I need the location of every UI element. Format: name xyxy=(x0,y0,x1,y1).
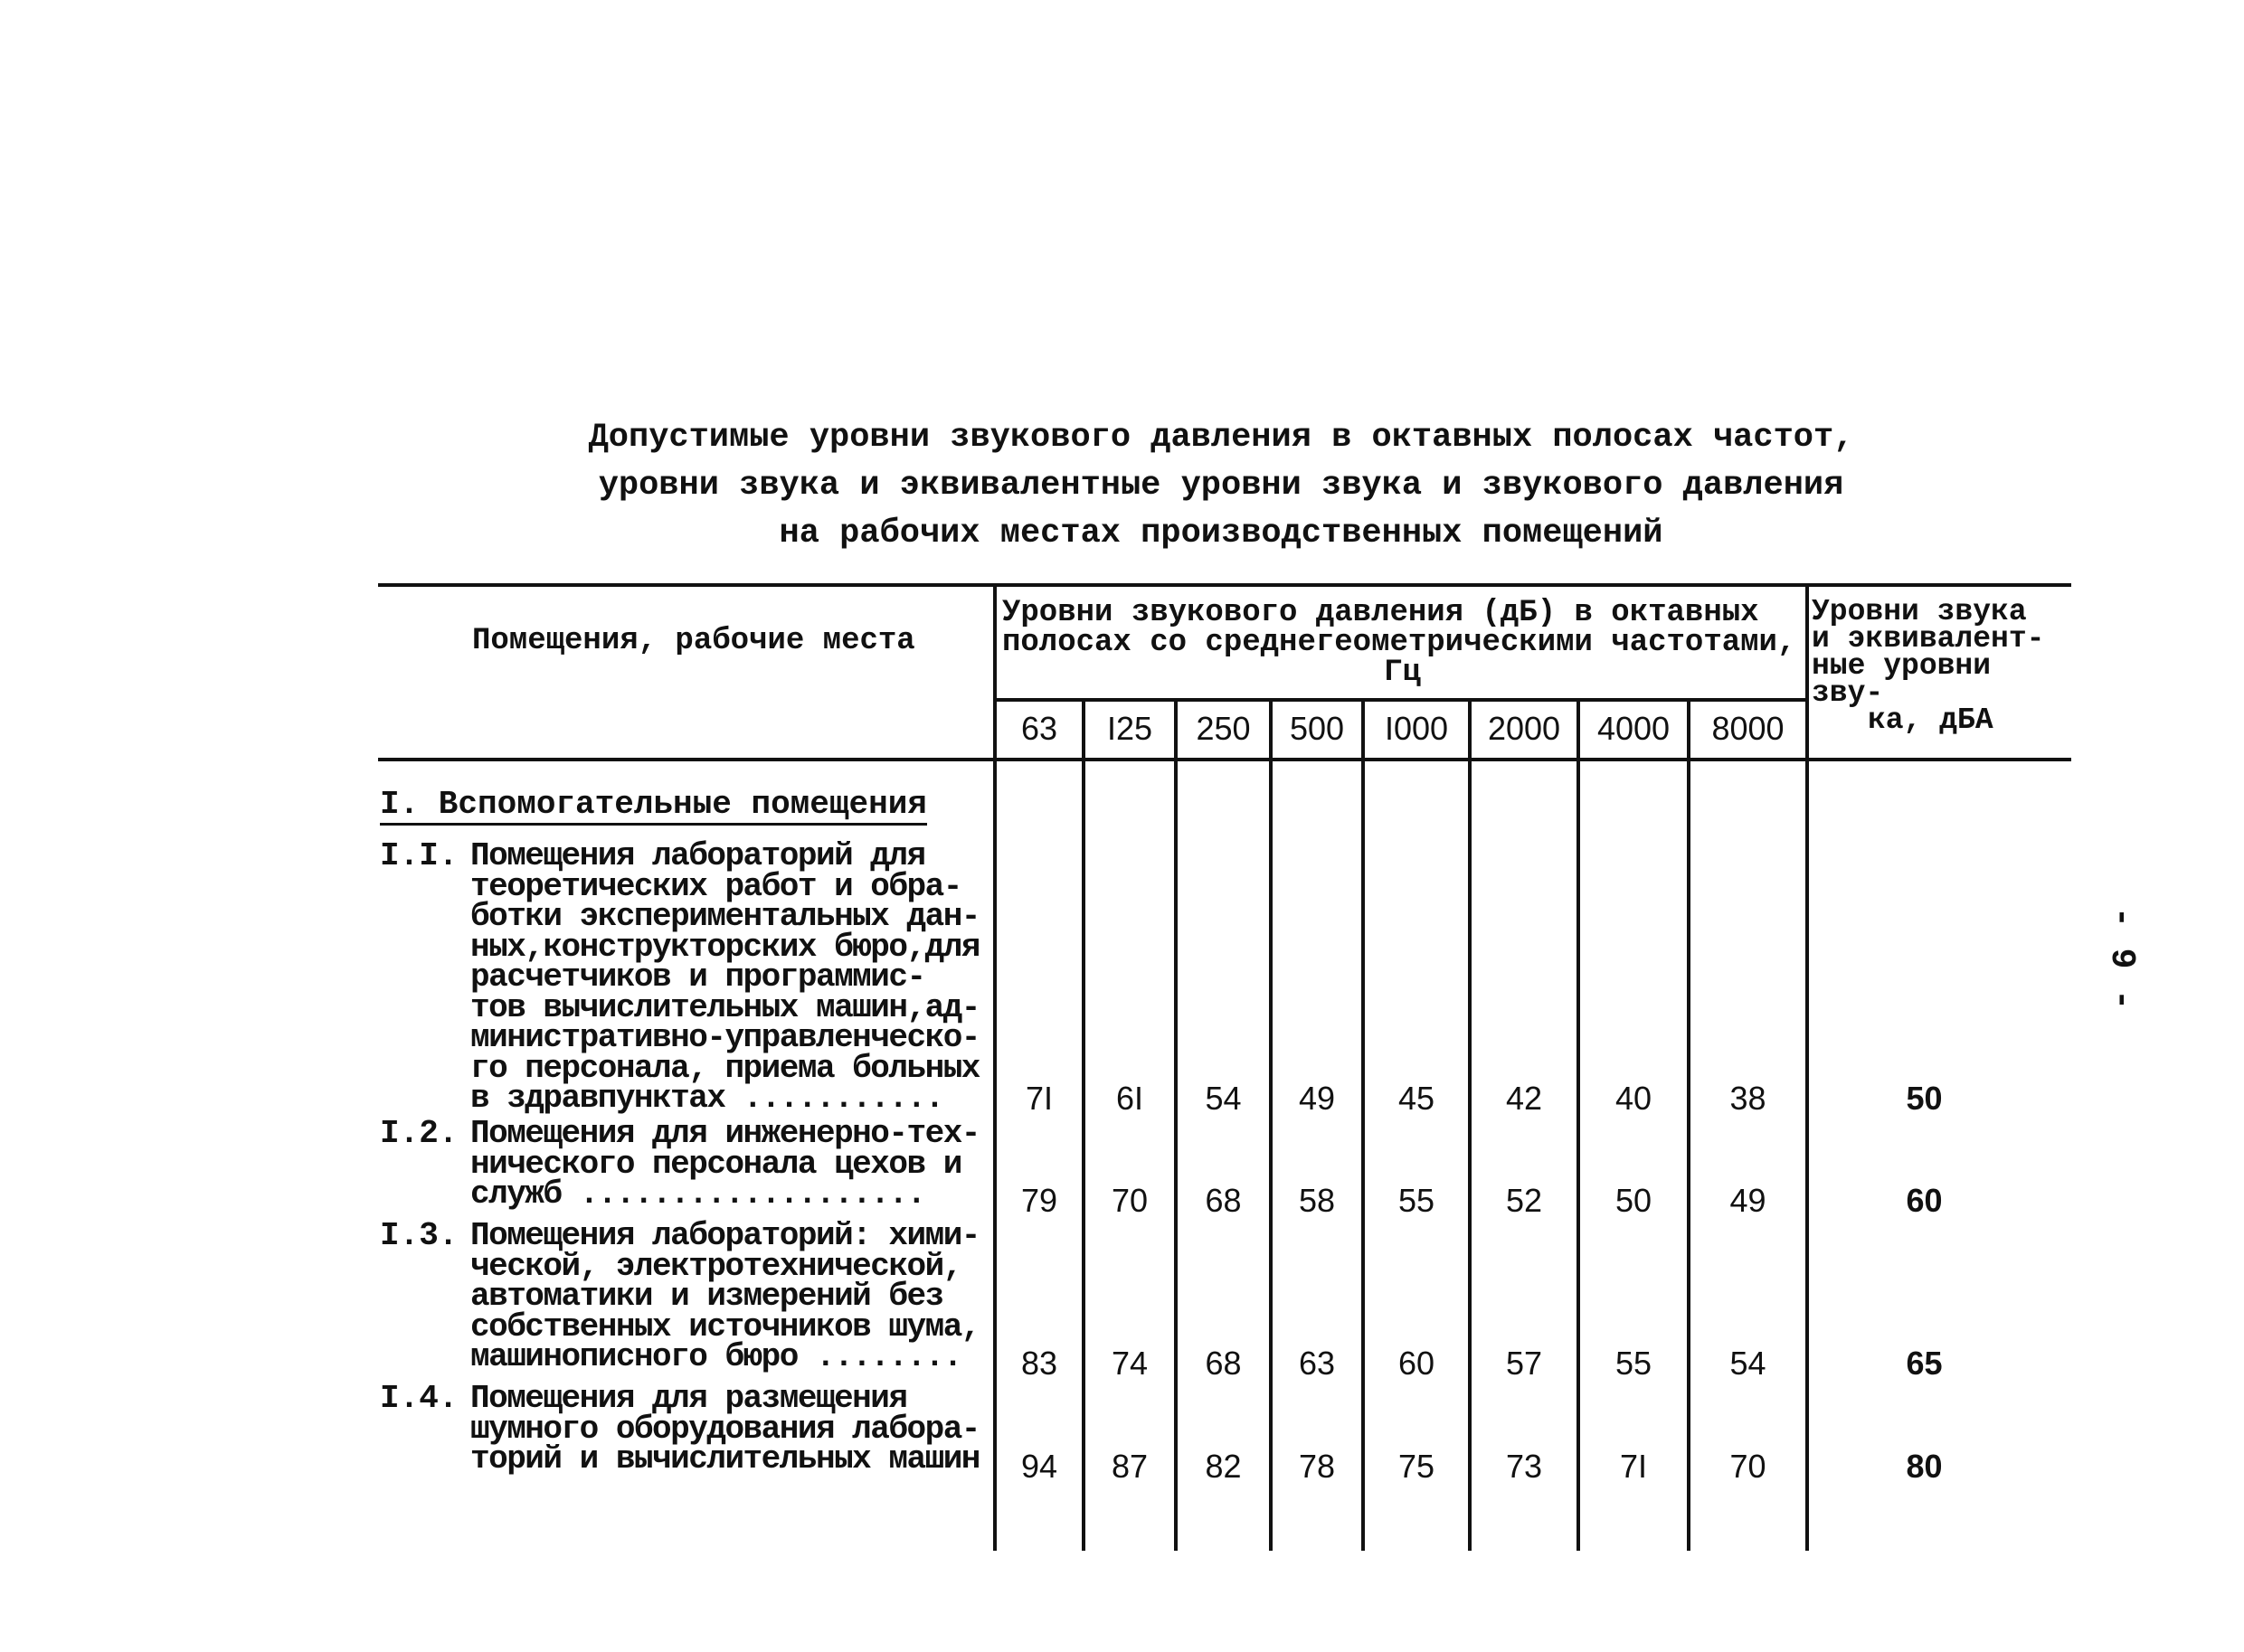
value-125: 87 xyxy=(1111,1448,1149,1485)
title-line-3: на рабочих местах производственных помещений xyxy=(779,514,1663,552)
value-8000: 70 xyxy=(1729,1448,1766,1485)
row-number: I.3. xyxy=(380,1217,459,1254)
value-250: 54 xyxy=(1205,1080,1242,1117)
freq-250: 250 xyxy=(1196,710,1251,747)
page-number: - 9 - xyxy=(2102,906,2141,1011)
table-top-rule xyxy=(378,583,2071,587)
header-sound-pressure xyxy=(1002,596,1803,690)
value-8000: 54 xyxy=(1729,1345,1766,1382)
header-sound-level xyxy=(1812,595,2074,737)
value-1000: 60 xyxy=(1397,1345,1435,1382)
title-line-1: Допустимые уровни звукового давления в октавных полосах частот, xyxy=(588,419,1854,457)
value-63: 7I xyxy=(1025,1080,1054,1117)
value-4000: 50 xyxy=(1614,1182,1652,1219)
row-number: I.2. xyxy=(380,1115,459,1152)
col-divider-3 xyxy=(1174,698,1178,1551)
col-divider-2 xyxy=(1082,698,1085,1551)
header-sound-level-line-4: ка, дБА xyxy=(1868,703,1993,737)
header-rooms: Помещения, рабочие места xyxy=(472,624,915,658)
value-63: 83 xyxy=(1020,1345,1058,1382)
value-125: 74 xyxy=(1111,1345,1149,1382)
col-divider-5 xyxy=(1361,698,1365,1551)
row-description: Помещения для инженерно-тех- нического персонала цехов и служб ................... xyxy=(470,1115,980,1213)
value-500: 58 xyxy=(1298,1182,1336,1219)
header-sound-pressure-line-2: полосах со среднегеометрическими частотами, xyxy=(1002,626,1796,660)
value-2000: 73 xyxy=(1505,1448,1543,1485)
freq-500: 500 xyxy=(1289,710,1345,747)
value-2000: 42 xyxy=(1505,1080,1543,1117)
value-1000: 75 xyxy=(1397,1448,1435,1485)
freq-63: 63 xyxy=(1020,710,1058,747)
col-divider-6 xyxy=(1468,698,1472,1551)
value-500: 49 xyxy=(1298,1080,1336,1117)
value-250: 68 xyxy=(1205,1182,1242,1219)
value-63: 94 xyxy=(1020,1448,1058,1485)
header-sound-pressure-line-1: Уровни звукового давления (дБ) в октавных xyxy=(1002,596,1759,630)
value-dba: 60 xyxy=(1906,1182,1943,1219)
table-title xyxy=(452,414,1990,558)
value-4000: 40 xyxy=(1614,1080,1652,1117)
freq-125: I25 xyxy=(1106,710,1153,747)
row-description: Помещения лабораторий: хими- ческой, электротехнической, автоматики и измерений без собственных источников шума, машинописного бюро ........ xyxy=(470,1217,980,1375)
header-sound-pressure-line-3: Гц xyxy=(1384,656,1421,690)
value-8000: 38 xyxy=(1729,1080,1766,1117)
value-500: 78 xyxy=(1298,1448,1336,1485)
freq-1000: I000 xyxy=(1384,710,1449,747)
col-divider-9 xyxy=(1805,583,1809,1551)
value-250: 68 xyxy=(1205,1345,1242,1382)
header-sound-level-line-1: Уровни звука xyxy=(1812,595,2027,628)
value-dba: 50 xyxy=(1906,1080,1943,1117)
value-1000: 45 xyxy=(1397,1080,1435,1117)
row-number: I.I. xyxy=(380,837,459,874)
value-4000: 55 xyxy=(1614,1345,1652,1382)
col-divider-4 xyxy=(1269,698,1273,1551)
freq-4000: 4000 xyxy=(1596,710,1671,747)
value-dba: 80 xyxy=(1906,1448,1943,1485)
value-2000: 57 xyxy=(1505,1345,1543,1382)
value-500: 63 xyxy=(1298,1345,1336,1382)
value-8000: 49 xyxy=(1729,1182,1766,1219)
title-line-2: уровни звука и эквивалентные уровни звука и звукового давления xyxy=(598,467,1844,505)
header-sound-level-line-3: ные уровни зву- xyxy=(1812,649,1992,710)
header-sound-level-line-2: и эквивалент- xyxy=(1812,622,2045,656)
col-divider-8 xyxy=(1687,698,1690,1551)
value-250: 82 xyxy=(1205,1448,1242,1485)
col-divider-7 xyxy=(1576,698,1580,1551)
value-1000: 55 xyxy=(1397,1182,1435,1219)
row-number: I.4. xyxy=(380,1380,459,1417)
value-63: 79 xyxy=(1020,1182,1058,1219)
freq-8000: 8000 xyxy=(1711,710,1785,747)
freq-2000: 2000 xyxy=(1487,710,1561,747)
value-dba: 65 xyxy=(1906,1345,1943,1382)
value-4000: 7I xyxy=(1619,1448,1648,1485)
row-description: Помещения для размещения шумного оборудования лабора- торий и вычислительных машин xyxy=(470,1380,980,1477)
row-description: Помещения лабораторий для теоретических работ и обра- ботки экспериментальных дан- ных,конструкторских бюро,для расчетчиков и программис- тов вычислительных машин,ад- министративно-управленческо- го персонала, приема больных в здравпунктах ........... xyxy=(470,837,980,1117)
value-125: 6I xyxy=(1115,1080,1144,1117)
section-title: I. Вспомогательные помещения xyxy=(380,787,927,826)
header-bottom-rule xyxy=(378,758,2071,761)
value-2000: 52 xyxy=(1505,1182,1543,1219)
value-125: 70 xyxy=(1111,1182,1149,1219)
